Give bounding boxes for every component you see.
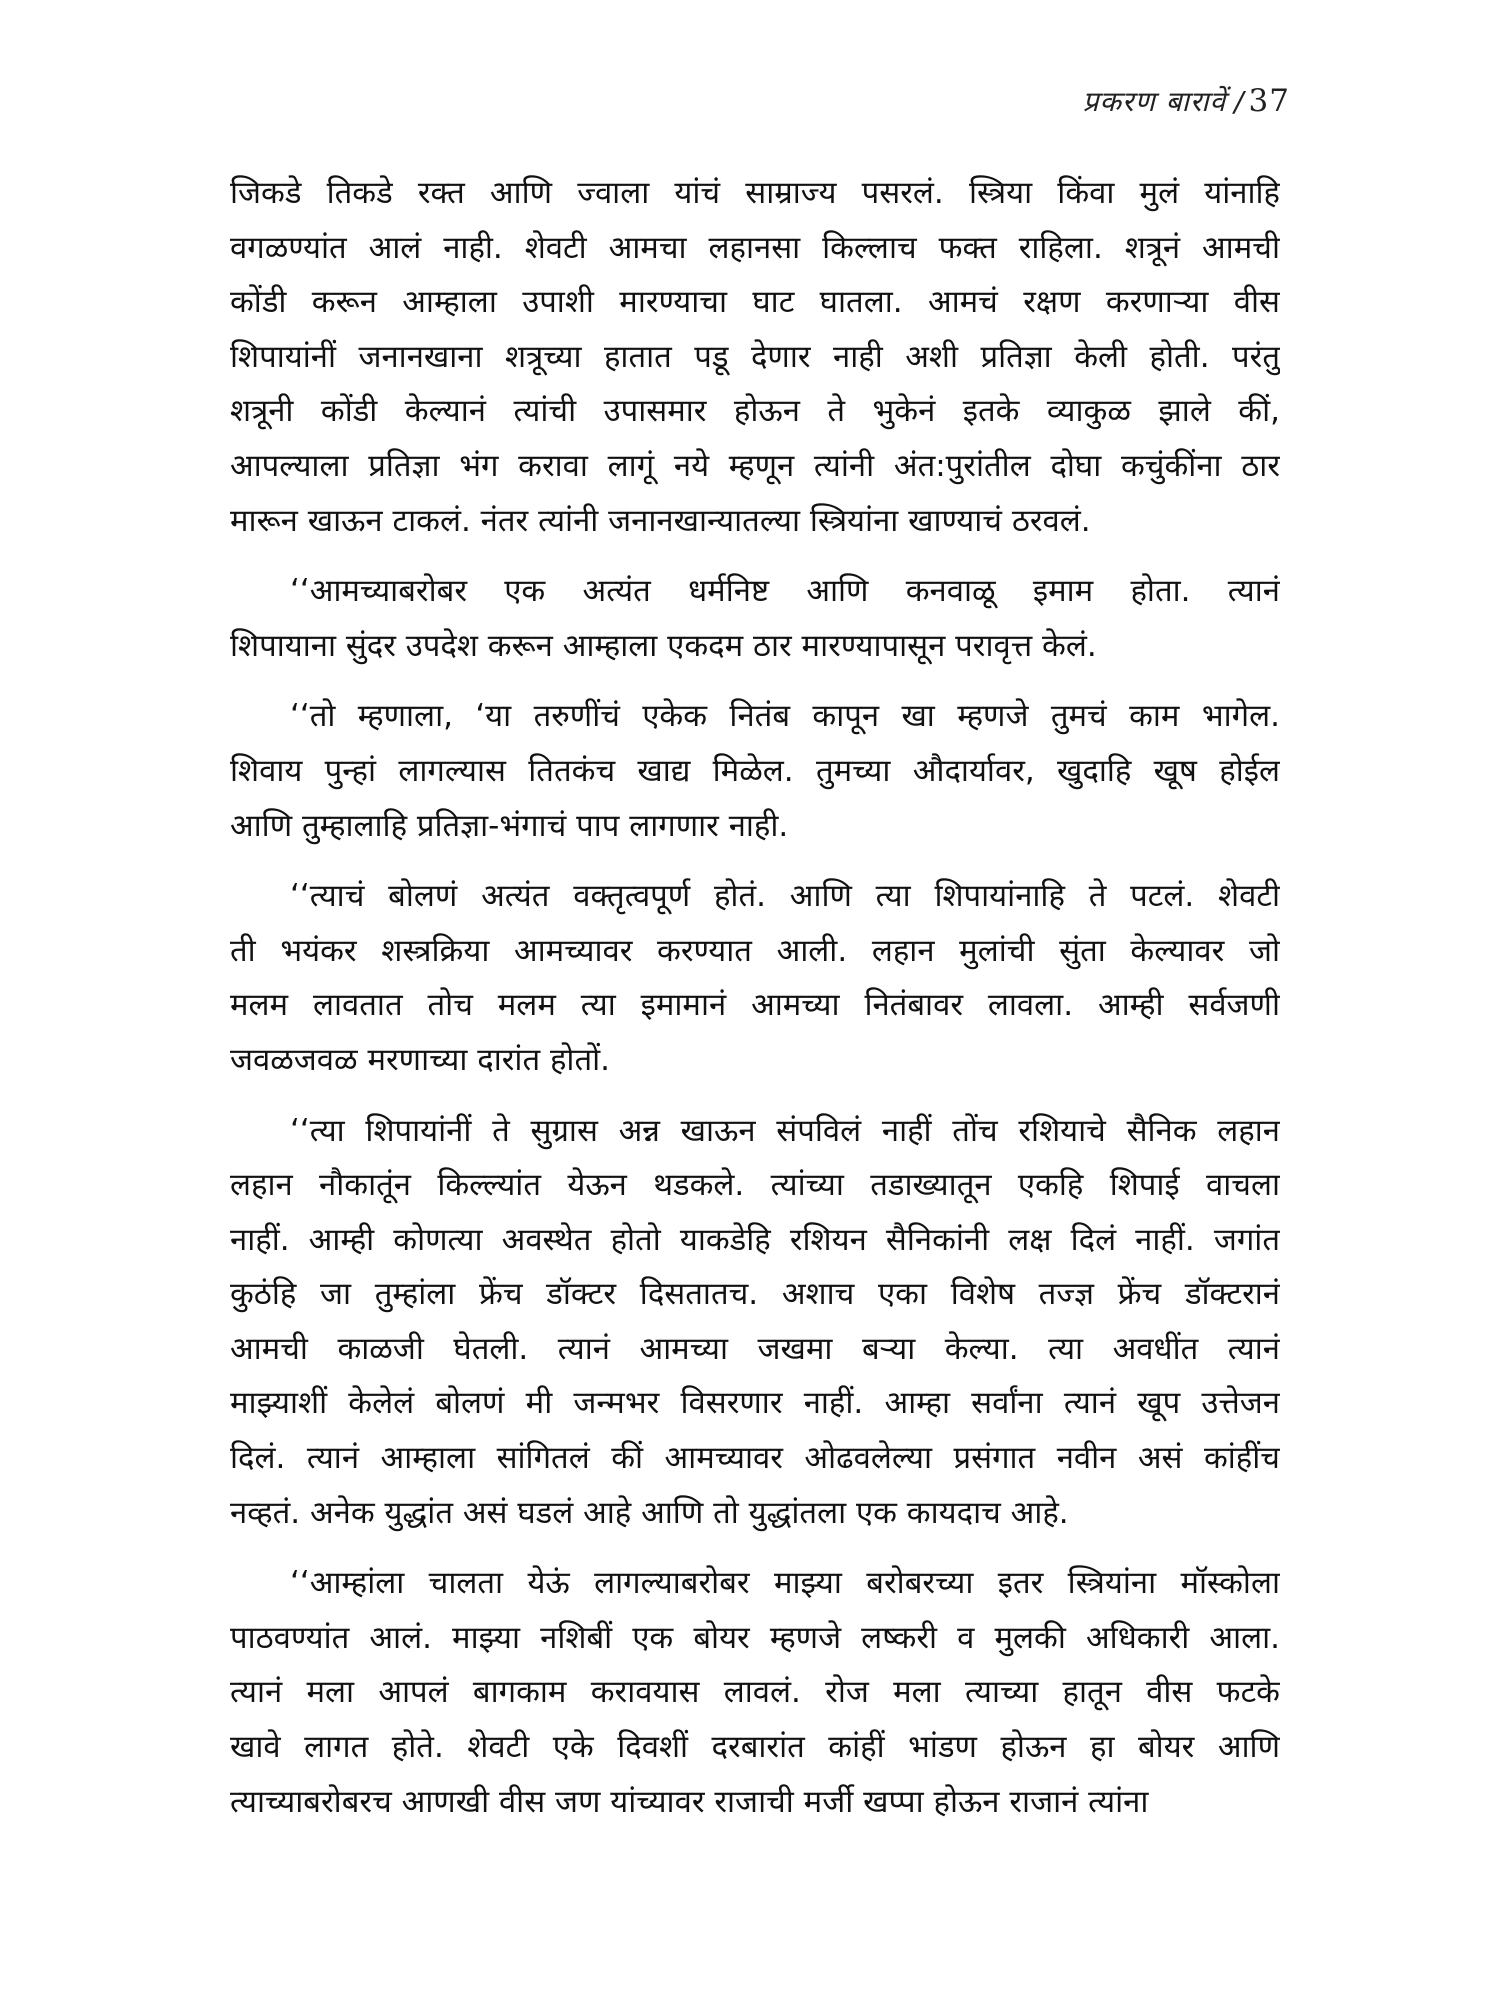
paragraph [230, 869, 1280, 1087]
paragraph [230, 1104, 1280, 1541]
text-line: आमची काळजी घेतली. त्यानं आमच्या जखमा बऱ्या केल्या. त्या अवधींत त्यानं [230, 1330, 1280, 1367]
chapter-title: प्रकरण बारावें [1082, 85, 1227, 118]
paragraph [230, 564, 1280, 673]
paragraph [230, 166, 1280, 548]
text-line: आपल्याला प्रतिज्ञा भंग करावा लागूं नये म्हणून त्यांनी अंत:पुरांतील दोघा कचुंकींना ठार [230, 447, 1280, 484]
text-line: शिपायाना सुंदर उपदेश करून आम्हाला एकदम ठार मारण्यापासून परावृत्त केलं. [230, 627, 1097, 664]
text-line: जिकडे तिकडे रक्त आणि ज्वाला यांचं साम्राज्य पसरलं. स्त्रिया किंवा मुलं यांनाहि [230, 175, 1280, 211]
text-line: कोंडी करून आम्हाला उपाशी मारण्याचा घाट घातला. आमचं रक्षण करणाऱ्या वीस [230, 284, 1280, 321]
text-line: दिलं. त्यानं आम्हाला सांगितलं कीं आमच्यावर ओढवलेल्या प्रसंगात नवीन असं कांहींच [230, 1440, 1280, 1477]
text-line: कुठंहि जा तुम्हांला फ्रेंच डॉक्टर दिसतातच. अशाच एका विशेष तज्ज्ञ फ्रेंच डॉक्टरानं [230, 1276, 1280, 1313]
running-header [1083, 82, 1290, 120]
text-line: ‘‘आमच्याबरोबर एक अत्यंत धर्मनिष्ट आणि कनवाळू इमाम होता. त्यानं [290, 573, 1280, 610]
text-line: आणि तुम्हालाहि प्रतिज्ञा-भंगाचं पाप लागणार नाही. [230, 807, 789, 844]
text-line: माझ्याशीं केलेलं बोलणं मी जन्मभर विसरणार नाहीं. आम्हा सर्वांना त्यानं खूप उत्तेजन [230, 1385, 1280, 1422]
text-line: ‘‘त्याचं बोलणं अत्यंत वक्तृत्वपूर्ण होतं. आणि त्या शिपायांनाहि ते पटलं. शेवटी [290, 878, 1280, 915]
text-line: शत्रूनी कोंडी केल्यानं त्यांची उपासमार होऊन ते भुकेनं इतके व्याकुळ झाले कीं, [230, 393, 1280, 430]
text-line: मलम लावतात तोच मलम त्या इमामानं आमच्या नितंबावर लावला. आम्ही सर्वजणी [230, 987, 1280, 1024]
body-text [230, 166, 1280, 1845]
text-line: पाठवण्यांत आलं. माझ्या नशिबीं एक बोयर म्हणजे लष्करी व मुलकी अधिकारी आला. [230, 1619, 1280, 1656]
text-line: ‘‘त्या शिपायांनीं ते सुग्रास अन्न खाऊन संपविलं नाहीं तोंच रशियाचे सैनिक लहान [290, 1112, 1280, 1149]
paragraph [230, 1556, 1280, 1829]
text-line: खावे लागत होते. शेवटी एके दिवशीं दरबारांत कांहीं भांडण होऊन हा बोयर आणि [230, 1729, 1280, 1766]
text-line: ती भयंकर शस्त्रक्रिया आमच्यावर करण्यात आली. लहान मुलांची सुंता केल्यावर जो [230, 932, 1280, 969]
paragraph [230, 689, 1280, 853]
text-line: शिपायांनीं जनानखाना शत्रूच्या हातात पडू देणार नाही अशी प्रतिज्ञा केली होती. परंतु [230, 338, 1280, 375]
text-line: जवळजवळ मरणाच्या दारांत होतों. [230, 1041, 611, 1078]
text-line: शिवाय पुन्हां लागल्यास तितकंच खाद्य मिळेल. तुमच्या औदार्यावर, खुदाहि खूष होईल [230, 752, 1280, 789]
text-line: नाहीं. आम्ही कोणत्या अवस्थेत होतो याकडेहि रशियन सैनिकांनी लक्ष दिलं नाहीं. जगांत [230, 1221, 1280, 1258]
text-line: लहान नौकातूंन किल्ल्यांत येऊन थडकले. त्यांच्या तडाख्यातून एकहि शिपाई वाचला [230, 1167, 1280, 1204]
header-separator: / [1234, 85, 1245, 118]
text-line: त्यानं मला आपलं बागकाम करावयास लावलं. रोज मला त्याच्या हातून वीस फटके [230, 1674, 1280, 1711]
text-line: मारून खाऊन टाकलं. नंतर त्यांनी जनानखान्यातल्या स्त्रियांना खाण्याचं ठरवलं. [230, 502, 1091, 539]
text-line: त्याच्याबरोबरच आणखी वीस जण यांच्यावर राजाची मर्जी खप्पा होऊन राजानं त्यांना [230, 1783, 1149, 1820]
text-line: ‘‘तो म्हणाला, ‘या तरुणींचं एकेक नितंब कापून खा म्हणजे तुमचं काम भागेल. [290, 698, 1280, 735]
text-line: नव्हतं. अनेक युद्धांत असं घडलं आहे आणि तो युद्धांतला एक कायदाच आहे. [230, 1494, 1069, 1531]
page-number: 37 [1248, 83, 1290, 119]
text-line: ‘‘आम्हांला चालता येऊं लागल्याबरोबर माझ्या बरोबरच्या इतर स्त्रियांना मॉस्कोला [290, 1565, 1280, 1602]
text-line: वगळण्यांत आलं नाही. शेवटी आमचा लहानसा किल्लाच फक्त राहिला. शत्रूनं आमची [230, 229, 1280, 266]
